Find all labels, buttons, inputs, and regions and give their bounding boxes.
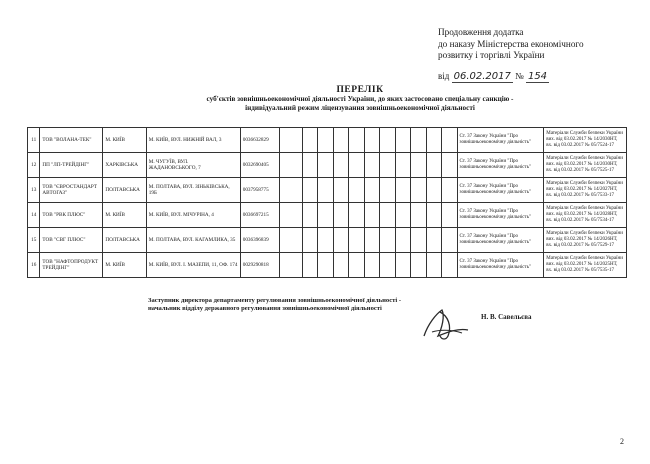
empty-cell [395, 228, 410, 253]
empty-cell [318, 128, 333, 153]
row-number: 16 [28, 253, 40, 278]
empty-cell [380, 178, 395, 203]
region: ХАРКІВСЬКА [103, 153, 146, 178]
address: М. ЧУГУЇВ, ВУЛ. ЖАДАНОВСЬКОГО, 7 [146, 153, 240, 178]
company-name: ТОВ "РВК ПЛЮС" [40, 203, 103, 228]
title-main: ПЕРЕЛІК [336, 85, 384, 95]
header-line-2: до наказу Міністерства економічного [438, 38, 584, 49]
empty-cell [302, 178, 317, 203]
empty-cell [364, 203, 379, 228]
empty-cell [411, 203, 426, 228]
empty-cell [364, 253, 379, 278]
identification-code: 0032690405 [240, 153, 279, 178]
empty-cell [364, 178, 379, 203]
empty-cell [349, 203, 364, 228]
company-name: ТОВ "НАФТОПРОДУКТ ТРЕЙДІНГ" [40, 253, 103, 278]
footer-line-1: Заступник директора департаменту регулювання зовнішньоекономічної діяльності - [148, 297, 402, 304]
materials-source: Матеріали Служби безпеки України вих. від 03.02.2017 № 14/2028НТ, вх. від 03.02.2017 № 05/7534-17 [544, 203, 627, 228]
region: М. КИЇВ [103, 253, 146, 278]
empty-cell [318, 153, 333, 178]
empty-cell [426, 128, 441, 153]
materials-source: Матеріали Служби безпеки України вих. від 03.02.2017 № 14/2030НТ, вх. від 03.02.2017 № 05/7524-17 [544, 128, 627, 153]
empty-cell [395, 153, 410, 178]
empty-cell [318, 228, 333, 253]
empty-cell [279, 203, 302, 228]
empty-cell [279, 128, 302, 153]
table-row [28, 228, 627, 253]
empty-cell [442, 253, 457, 278]
footer-position [148, 297, 401, 312]
empty-cell [302, 253, 317, 278]
address: М. КИЇВ, ВУЛ. НИЖНІЙ ВАЛ, 3 [146, 128, 240, 153]
empty-cell [380, 153, 395, 178]
empty-cell [442, 203, 457, 228]
materials-source: Матеріали Служби безпеки України вих. від 03.02.2017 № 14/2030НТ, вх. від 03.02.2017 № 05/7525-17 [544, 153, 627, 178]
table-row [28, 203, 627, 228]
title-sub-2: індивідуальний режим ліцензування зовнішньоекономічної діяльності [245, 103, 475, 112]
row-number: 11 [28, 128, 40, 153]
empty-cell [279, 228, 302, 253]
legal-basis: Ст. 37 Закону України "Про зовнішньоекономічну діяльність" [457, 253, 544, 278]
empty-cell [364, 153, 379, 178]
region: ПОЛТАВСЬКА [103, 228, 146, 253]
empty-cell [395, 203, 410, 228]
empty-cell [302, 128, 317, 153]
empty-cell [302, 203, 317, 228]
empty-cell [442, 153, 457, 178]
empty-cell [302, 228, 317, 253]
footer-line-2: начальник відділу державного регулювання зовнішньоекономічної діяльності [148, 304, 382, 312]
empty-cell [380, 228, 395, 253]
identification-code: 0036632829 [240, 128, 279, 153]
empty-cell [349, 253, 364, 278]
table-row [28, 253, 627, 278]
empty-cell [349, 178, 364, 203]
empty-cell [318, 178, 333, 203]
table-row [28, 153, 627, 178]
empty-cell [333, 253, 348, 278]
row-number: 12 [28, 153, 40, 178]
empty-cell [333, 228, 348, 253]
empty-cell [442, 178, 457, 203]
company-name: ТОВ "СВГ ПЛЮС" [40, 228, 103, 253]
legal-basis: Ст. 37 Закону України "Про зовнішньоекономічну діяльність" [457, 203, 544, 228]
legal-basis: Ст. 37 Закону України "Про зовнішньоекономічну діяльність" [457, 128, 544, 153]
materials-source: Матеріали Служби безпеки України вих. від 03.02.2017 № 14/2026НТ, вх. від 03.02.2017 № 05/7529-17 [544, 228, 627, 253]
region: М. КИЇВ [103, 128, 146, 153]
document-title [140, 85, 580, 112]
empty-cell [411, 228, 426, 253]
empty-cell [333, 128, 348, 153]
identification-code: 0036396839 [240, 228, 279, 253]
empty-cell [395, 253, 410, 278]
order-reference-header [438, 27, 584, 82]
address: М. КИЇВ, ВУЛ. МІЧУРІНА, 4 [146, 203, 240, 228]
table-row [28, 128, 627, 153]
company-name: ТОВ "ВОЛАНА-ТЕК" [40, 128, 103, 153]
handwritten-signature [418, 302, 478, 349]
region: М. КИЇВ [103, 203, 146, 228]
header-line-1: Продовження додатка [438, 27, 524, 37]
empty-cell [333, 203, 348, 228]
materials-source: Матеріали Служби безпеки України вих. від 03.02.2017 № 14/2025НТ, вх. від 03.02.2017 № 05/7535-17 [544, 253, 627, 278]
identification-code: 0029290818 [240, 253, 279, 278]
empty-cell [318, 203, 333, 228]
empty-cell [279, 253, 302, 278]
legal-basis: Ст. 37 Закону України "Про зовнішньоекономічну діяльність" [457, 228, 544, 253]
company-name: ПП "ЛП-ТРЕЙДІНГ" [40, 153, 103, 178]
address: М. ПОЛТАВА, ВУЛ. ЗІНЬКІВСЬКА, 19Б [146, 178, 240, 203]
empty-cell [442, 128, 457, 153]
empty-cell [426, 253, 441, 278]
empty-cell [349, 128, 364, 153]
empty-cell [318, 253, 333, 278]
empty-cell [395, 178, 410, 203]
company-name: ТОВ "ЄВРОСТАНДАРТ АВТОГАЗ" [40, 178, 103, 203]
region: ПОЛТАВСЬКА [103, 178, 146, 203]
empty-cell [426, 153, 441, 178]
title-sub-1: суб'єктів зовнішньоекономічної діяльності України, до яких застосовано спеціальну санкцію - [206, 95, 514, 103]
empty-cell [279, 153, 302, 178]
empty-cell [411, 178, 426, 203]
empty-cell [380, 203, 395, 228]
empty-cell [442, 228, 457, 253]
empty-cell [333, 178, 348, 203]
empty-cell [349, 153, 364, 178]
empty-cell [411, 253, 426, 278]
number-prefix: № [515, 70, 524, 81]
page-number: 2 [620, 437, 624, 446]
signer-name: Н. В. Савельєва [481, 313, 532, 321]
legal-basis: Ст. 37 Закону України "Про зовнішньоекономічну діяльність" [457, 178, 544, 203]
row-number: 13 [28, 178, 40, 203]
empty-cell [279, 178, 302, 203]
header-line-3: розвитку і торгівлі України [438, 50, 545, 60]
materials-source: Матеріали Служби безпеки України вих. від 03.02.2017 № 14/2027НТ, вх. від 03.02.2017 № 05/7533-17 [544, 178, 627, 203]
empty-cell [395, 128, 410, 153]
order-date-number [438, 71, 584, 83]
empty-cell [364, 128, 379, 153]
row-number: 15 [28, 228, 40, 253]
empty-cell [380, 128, 395, 153]
empty-cell [426, 203, 441, 228]
date-prefix: від [438, 70, 450, 81]
empty-cell [349, 228, 364, 253]
legal-basis: Ст. 37 Закону України "Про зовнішньоекономічну діяльність" [457, 153, 544, 178]
identification-code: 0036697215 [240, 203, 279, 228]
empty-cell [364, 228, 379, 253]
empty-cell [411, 128, 426, 153]
identification-code: 0037958775 [240, 178, 279, 203]
empty-cell [380, 253, 395, 278]
empty-cell [302, 153, 317, 178]
sanctions-table [27, 127, 627, 278]
empty-cell [426, 178, 441, 203]
order-date: 06.02.2017 [453, 70, 511, 82]
row-number: 14 [28, 203, 40, 228]
empty-cell [426, 228, 441, 253]
address: М. ПОЛТАВА, ВУЛ. КАГАМЛИКА, 35 [146, 228, 240, 253]
empty-cell [411, 153, 426, 178]
order-number: 154 [527, 70, 548, 82]
table-row [28, 178, 627, 203]
address: М. КИЇВ, ВУЛ. І. МАЗЕПИ, 11, ОФ. 174 [146, 253, 240, 278]
empty-cell [333, 153, 348, 178]
